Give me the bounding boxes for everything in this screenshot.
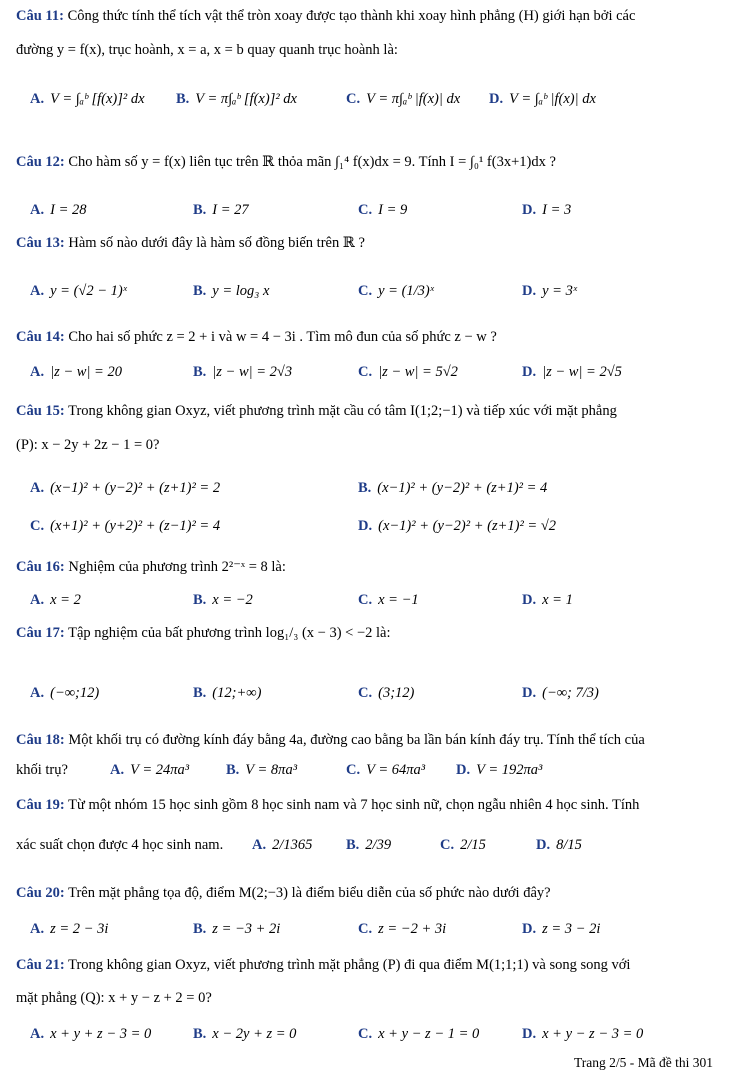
question-14-option-b[interactable]: B. |z − w| = 2√3 <box>193 364 293 380</box>
question-13-option-d[interactable]: D. y = 3ˣ <box>522 283 577 299</box>
question-15-option-b[interactable]: B. (x−1)² + (y−2)² + (z+1)² = 4 <box>358 480 548 496</box>
question-17-option-c[interactable]: C. (3;12) <box>358 685 415 701</box>
question-15-option-c[interactable]: C. (x+1)² + (y+2)² + (z−1)² = 4 <box>30 518 221 534</box>
question-17-option-d[interactable]: D. (−∞; 7/3) <box>522 685 599 701</box>
question-11-line-1: Câu 11: Công thức tính thể tích vật thể tròn xoay được tạo thành khi xoay hình phẳng (H) giới hạn bởi các <box>16 8 636 24</box>
question-13-line-1: Câu 13: Hàm số nào dưới đây là hàm số đồng biến trên ℝ ? <box>16 235 365 251</box>
question-20-line-1: Câu 20: Trên mặt phẳng tọa độ, điểm M(2;−3) là điểm biểu diễn của số phức nào dưới đây? <box>16 885 551 901</box>
question-19-option-b[interactable]: B. 2/39 <box>346 837 392 853</box>
question-19-line-2: xác suất chọn được 4 học sinh nam. <box>16 837 224 853</box>
question-13-option-c[interactable]: C. y = (1/3)ˣ <box>358 283 434 299</box>
question-15-line-2: (P): x − 2y + 2z − 1 = 0? <box>16 437 160 453</box>
question-12-option-c[interactable]: C. I = 9 <box>358 202 408 218</box>
question-17-line-1: Câu 17: Tập nghiệm của bất phương trình log₁/₃ (x − 3) < −2 là: <box>16 625 391 641</box>
question-21-line-1: Câu 21: Trong không gian Oxyz, viết phương trình mặt phẳng (P) đi qua điểm M(1;1;1) và song song với <box>16 957 631 973</box>
question-18-option-b[interactable]: B. V = 8πa³ <box>226 762 298 778</box>
question-label: Câu 18: <box>16 732 65 748</box>
question-21-line-2: mặt phẳng (Q): x + y − z + 2 = 0? <box>16 990 212 1006</box>
question-18-line-1: Câu 18: Một khối trụ có đường kính đáy bằng 4a, đường cao bằng ba lần bán kính đáy trụ. Tính thể tích của <box>16 732 645 748</box>
question-21-option-a[interactable]: A. x + y + z − 3 = 0 <box>30 1026 152 1042</box>
question-19-option-d[interactable]: D. 8/15 <box>536 837 582 853</box>
question-20-option-a[interactable]: A. z = 2 − 3i <box>30 921 109 937</box>
question-label: Câu 16: <box>16 559 65 575</box>
question-11-option-a[interactable]: A. V = ∫ₐᵇ [f(x)]² dx <box>30 91 145 107</box>
question-12-line-1: Câu 12: Cho hàm số y = f(x) liên tục trên ℝ thỏa mãn ∫₁⁴ f(x)dx = 9. Tính I = ∫₀¹ f(3x+1)dx ? <box>16 154 556 170</box>
question-16-option-b[interactable]: B. x = −2 <box>193 592 253 608</box>
question-11-option-d[interactable]: D. V = ∫ₐᵇ |f(x)| dx <box>489 91 596 107</box>
question-label: Câu 14: <box>16 329 65 345</box>
question-20-option-d[interactable]: D. z = 3 − 2i <box>522 921 601 937</box>
question-14-option-d[interactable]: D. |z − w| = 2√5 <box>522 364 622 380</box>
question-17-option-a[interactable]: A. (−∞;12) <box>30 685 100 701</box>
question-11-option-c[interactable]: C. V = π∫ₐᵇ |f(x)| dx <box>346 91 461 107</box>
question-16-line-1: Câu 16: Nghiệm của phương trình 2²⁻ˣ = 8 là: <box>16 559 286 575</box>
question-20-option-c[interactable]: C. z = −2 + 3i <box>358 921 447 937</box>
question-12-option-b[interactable]: B. I = 27 <box>193 202 249 218</box>
question-18-option-a[interactable]: A. V = 24πa³ <box>110 762 190 778</box>
question-15-option-d[interactable]: D. (x−1)² + (y−2)² + (z+1)² = √2 <box>358 518 557 534</box>
question-14-line-1: Câu 14: Cho hai số phức z = 2 + i và w = 4 − 3i . Tìm mô đun của số phức z − w ? <box>16 329 497 345</box>
question-label: Câu 17: <box>16 625 65 641</box>
question-15-option-a[interactable]: A. (x−1)² + (y−2)² + (z+1)² = 2 <box>30 480 221 496</box>
question-19-line-1: Câu 19: Từ một nhóm 15 học sinh gồm 8 học sinh nam và 7 học sinh nữ, chọn ngẫu nhiên 4 học sinh. Tính <box>16 797 640 813</box>
question-14-option-c[interactable]: C. |z − w| = 5√2 <box>358 364 458 380</box>
question-12-option-a[interactable]: A. I = 28 <box>30 202 87 218</box>
question-18-option-c[interactable]: C. V = 64πa³ <box>346 762 426 778</box>
question-label: Câu 12: <box>16 154 65 170</box>
question-18-option-d[interactable]: D. V = 192πa³ <box>456 762 543 778</box>
question-label: Câu 15: <box>16 403 65 419</box>
question-18-line-2: khối trụ? <box>16 762 68 778</box>
question-16-option-a[interactable]: A. x = 2 <box>30 592 81 608</box>
question-11-line-2: đường y = f(x), trục hoành, x = a, x = b quay quanh trục hoành là: <box>16 42 398 58</box>
question-12-option-d[interactable]: D. I = 3 <box>522 202 572 218</box>
question-label: Câu 11: <box>16 8 64 24</box>
question-21-option-d[interactable]: D. x + y − z − 3 = 0 <box>522 1026 644 1042</box>
question-13-option-a[interactable]: A. y = (√2 − 1)ˣ <box>30 283 127 299</box>
question-21-option-b[interactable]: B. x − 2y + z = 0 <box>193 1026 297 1042</box>
question-19-option-a[interactable]: A. 2/1365 <box>252 837 313 853</box>
page-footer: Trang 2/5 - Mã đề thi 301 <box>574 1055 713 1070</box>
question-14-option-a[interactable]: A. |z − w| = 20 <box>30 364 122 380</box>
question-11-option-b[interactable]: B. V = π∫ₐᵇ [f(x)]² dx <box>176 91 297 107</box>
question-16-option-c[interactable]: C. x = −1 <box>358 592 419 608</box>
question-label: Câu 19: <box>16 797 65 813</box>
question-20-option-b[interactable]: B. z = −3 + 2i <box>193 921 281 937</box>
question-16-option-d[interactable]: D. x = 1 <box>522 592 573 608</box>
question-label: Câu 21: <box>16 957 65 973</box>
question-label: Câu 13: <box>16 235 65 251</box>
question-19-option-c[interactable]: C. 2/15 <box>440 837 486 853</box>
question-13-option-b[interactable]: B. y = log₃ x <box>193 283 270 299</box>
question-17-option-b[interactable]: B. (12;+∞) <box>193 685 262 701</box>
question-label: Câu 20: <box>16 885 65 901</box>
question-21-option-c[interactable]: C. x + y − z − 1 = 0 <box>358 1026 480 1042</box>
question-15-line-1: Câu 15: Trong không gian Oxyz, viết phương trình mặt cầu có tâm I(1;2;−1) và tiếp xúc với mặt phẳng <box>16 403 617 419</box>
